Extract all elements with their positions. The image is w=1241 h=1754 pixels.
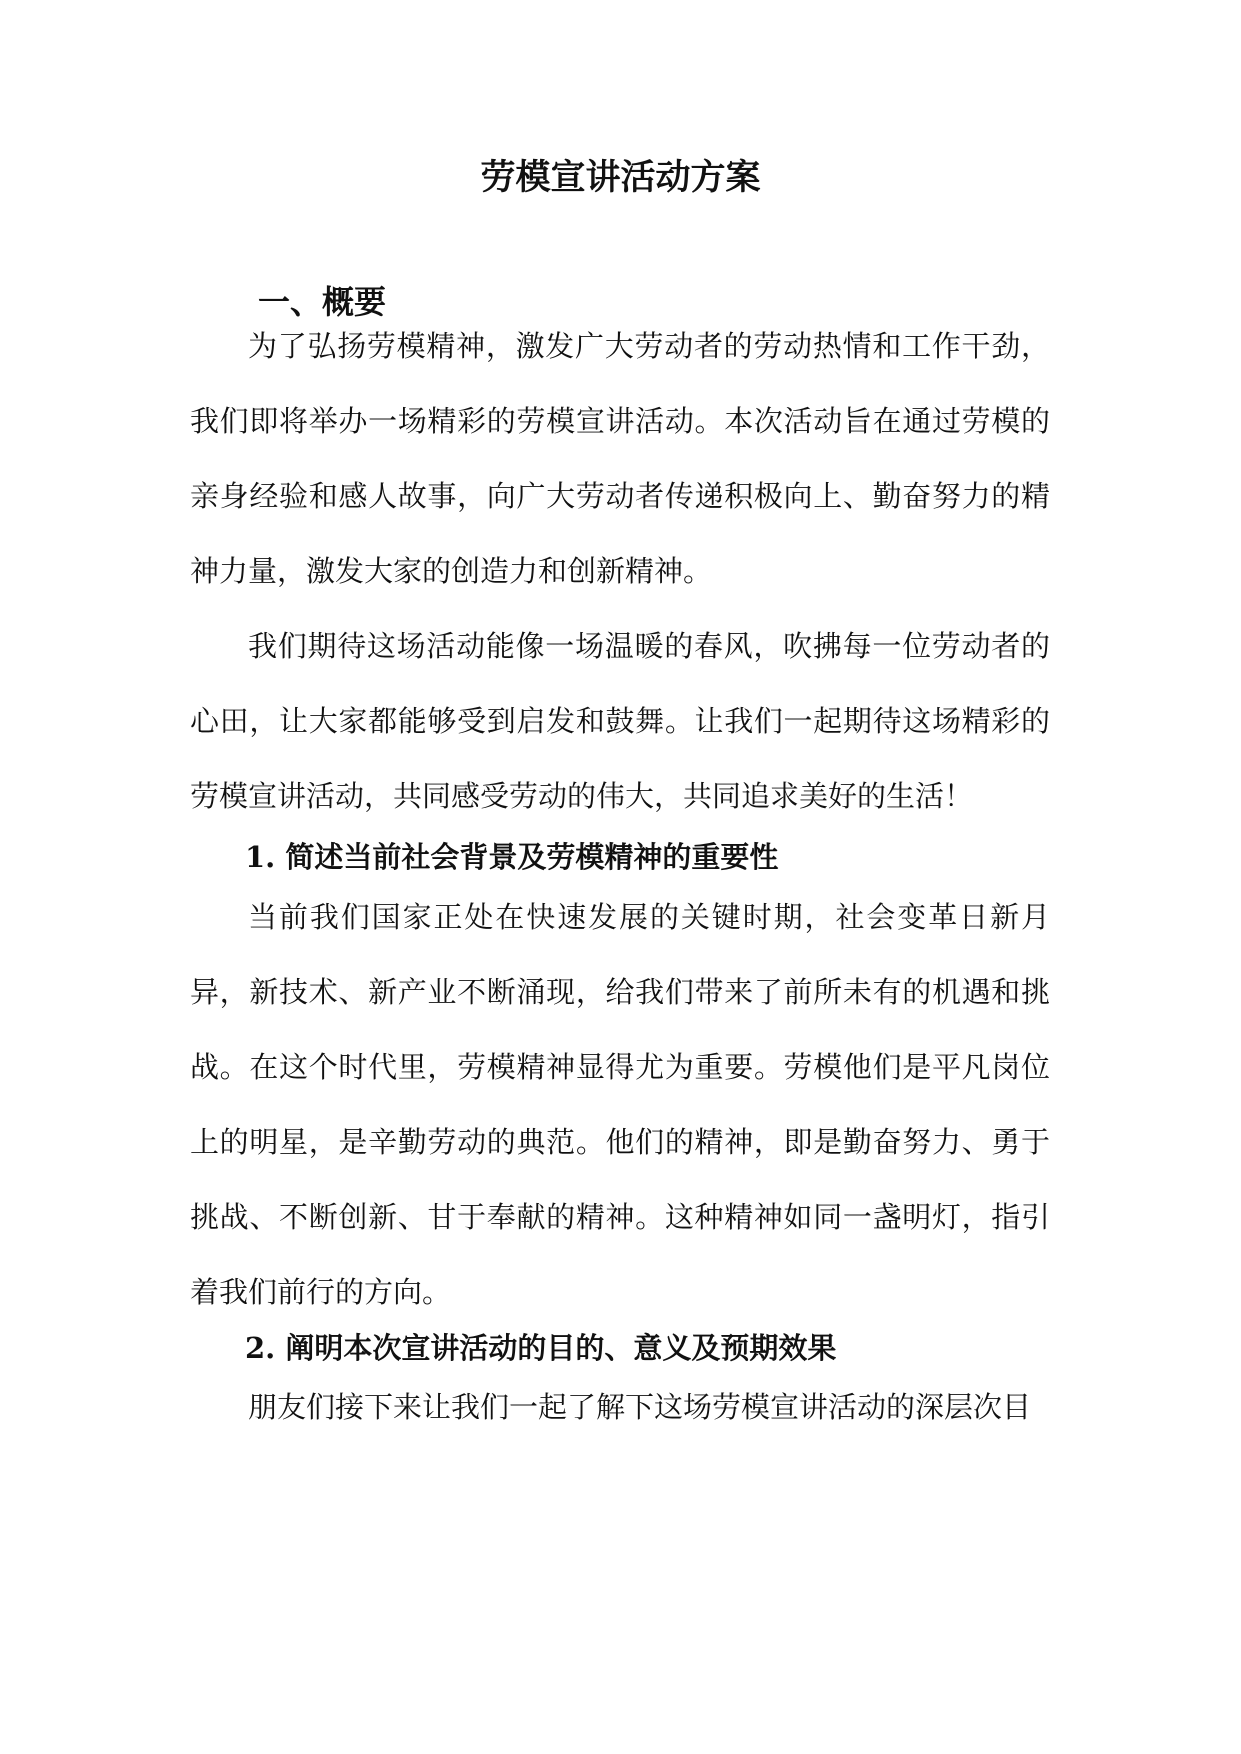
document-title: 劳模宣讲活动方案 <box>480 157 761 198</box>
overview-paragraph-1: 为了弘扬劳模精神，激发广大劳动者的劳动热情和工作干劲，我们即将举办一场精彩的劳模宣讲活动。本次活动旨在通过劳模的亲身经验和感人故事，向广大劳动者传递积极向上、勤奋努力的精神力量，激发大家的创造力和创新精神。 <box>190 329 1050 588</box>
subsection-heading-background: 1. 简述当前社会背景及劳模精神的重要性 <box>245 840 779 874</box>
subsection-heading-purpose: 2. 阐明本次宣讲活动的目的、意义及预期效果 <box>245 1331 837 1365</box>
overview-paragraph-2: 我们期待这场活动能像一场温暖的春风，吹拂每一位劳动者的心田，让大家都能够受到启发和鼓舞。让我们一起期待这场精彩的劳模宣讲活动，共同感受劳动的伟大，共同追求美好的生活！ <box>190 629 1050 813</box>
purpose-paragraph: 朋友们接下来让我们一起了解下这场劳模宣讲活动的深层次目 <box>248 1390 1032 1424</box>
background-paragraph: 当前我们国家正处在快速发展的关键时期，社会变革日新月异，新技术、新产业不断涌现，给我们带来了前所未有的机遇和挑战。在这个时代里，劳模精神显得尤为重要。劳模他们是平凡岗位上的明星，是辛勤劳动的典范。他们的精神，即是勤奋努力、勇于挑战、不断创新、甘于奉献的精神。这种精神如同一盏明灯，指引着我们前行的方向。 <box>190 900 1050 1309</box>
section-heading-overview: 一、概要 <box>258 283 387 321</box>
